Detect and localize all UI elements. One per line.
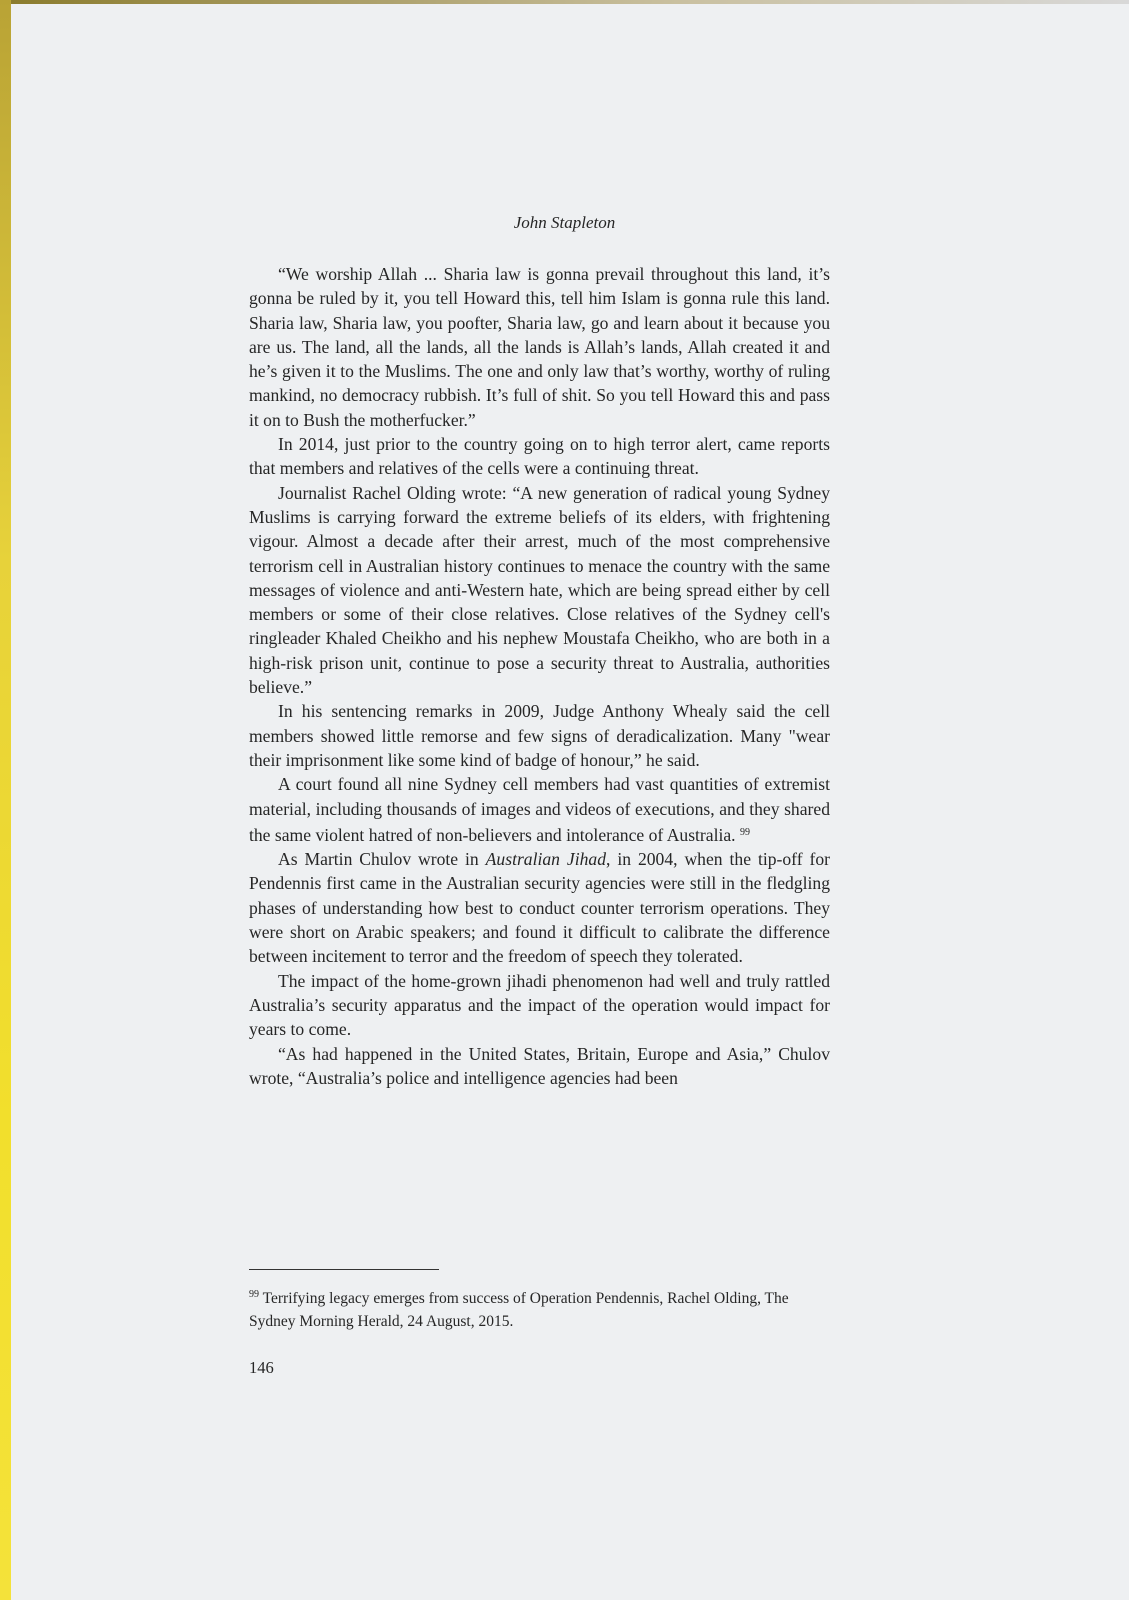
page-number: 146 bbox=[249, 1358, 274, 1377]
paragraph: The impact of the home-grown jihadi phenomenon had well and truly rattled Australia’s security apparatus and the impact of the operation would impact for years to come. bbox=[249, 970, 830, 1040]
paragraph: “We worship Allah ... Sharia law is gonna prevail throughout this land, it’s gonna be ruled by it, you tell Howard this, tell him Islam is gonna rule this land. Sharia law, Sharia law, you poofter, Sharia law, go and learn about it because you are us. The land, all the lands, all the lands is Allah’s lands, Allah created it and he’s given it to the Muslims. The one and only law that’s worthy, worthy of ruling mankind, no democracy rubbish. It’s full of shit. So you tell Howard this and pass it on to Bush the motherfucker.” bbox=[249, 264, 830, 430]
scan-edge-left bbox=[0, 0, 11, 1600]
footnote-reference: 99 bbox=[740, 826, 750, 838]
paragraph bbox=[249, 772, 830, 847]
footnote bbox=[249, 1283, 809, 1333]
book-title: Australian Jihad bbox=[485, 849, 606, 870]
paragraph: Journalist Rachel Olding wrote: “A new generation of radical young Sydney Muslims is carrying forward the extreme beliefs of its elders, with frightening vigour. Almost a decade after their arrest, much of the most comprehensive terrorism cell in Australian history continues to menace the country with the same messages of violence and anti-Western hate, which are being spread either by cell members or some of their close relatives. Close relatives of the Sydney cell's ringleader Khaled Cheikho and his nephew Moustafa Cheikho, who are both in a high-risk prison unit, continue to pose a security threat to Australia, authorities believe.” bbox=[249, 482, 830, 698]
paragraph: In his sentencing remarks in 2009, Judge Anthony Whealy said the cell members showed little remorse and few signs of deradicalization. Many "wear their imprisonment like some kind of badge of honour,” he said. bbox=[249, 701, 830, 770]
footnote-text: Terrifying legacy emerges from success of Operation Pendennis, Rachel Olding, The Sydney Morning Herald, 24 August, 2015. bbox=[249, 1290, 789, 1330]
paragraph-text: A court found all nine Sydney cell members had vast quantities of extremist material, including thousands of images and videos of executions, and they shared the same violent hatred of non-believers and intolerance of Australia. bbox=[249, 774, 830, 845]
paragraph: In 2014, just prior to the country going on to high terror alert, came reports that members and relatives of the cells were a continuing threat. bbox=[249, 434, 830, 479]
footnote-number: 99 bbox=[249, 1289, 259, 1300]
footnote-divider bbox=[249, 1269, 439, 1270]
paragraph-text: As Martin Chulov wrote in bbox=[278, 849, 486, 870]
paragraph bbox=[249, 847, 830, 968]
paragraph-text: , in 2004, when the tip-off for Pendennis first came in the Australian security agencies were still in the fledgling phases of understanding how best to conduct counter terrorism operations. They were short on Arabic speakers; and found it difficult to calibrate the difference between incitement to terror and the freedom of speech they tolerated. bbox=[249, 849, 831, 967]
paragraph: “As had happened in the United States, Britain, Europe and Asia,” Chulov wrote, “Australia’s police and intelligence agencies had been bbox=[249, 1043, 830, 1088]
body-text bbox=[249, 262, 830, 1090]
running-head: John Stapleton bbox=[513, 213, 616, 232]
